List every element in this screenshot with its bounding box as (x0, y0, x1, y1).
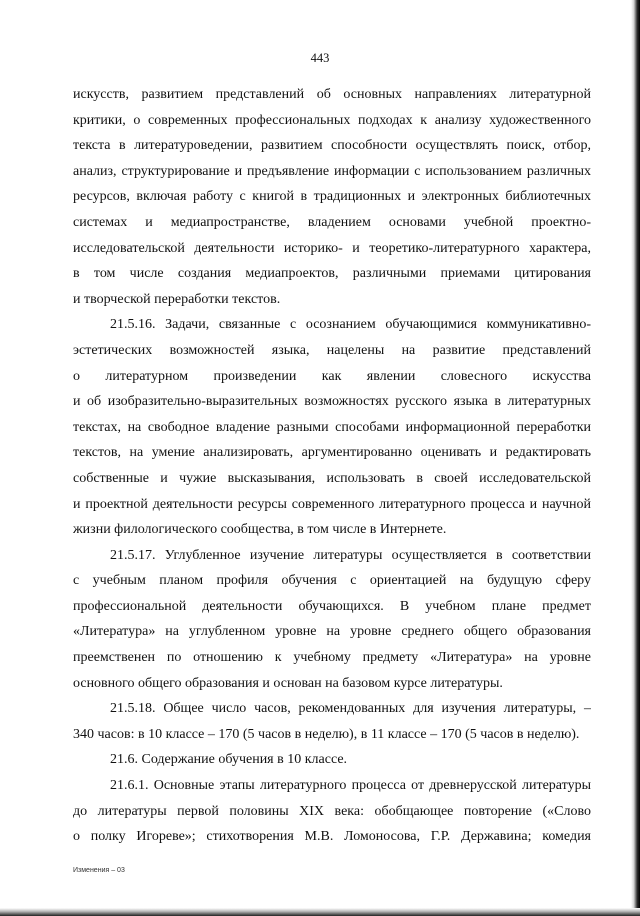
scan-border-bottom (0, 908, 640, 916)
text-line: профессиональной деятельности обучающихся. В учебном плане предмет (73, 598, 591, 614)
text-line: «Литература» на углубленном уровне на уровне среднего общего образования (73, 624, 591, 640)
text-line: 21.6.1. Основные этапы литературного процесса от древнерусской литературы (110, 778, 591, 794)
text-line: критики, о современных профессиональных подходах к анализу художественного (73, 112, 591, 128)
text-line: исследовательской деятельности историко- и теоретико-литературного характера, (73, 240, 591, 256)
text-line: жизни филологического сообщества, в том числе в Интернете. (73, 522, 447, 538)
text-line: и творческой переработки текстов. (73, 291, 281, 307)
text-line: текстов, на умение анализировать, аргументированно оценивать и редактировать (73, 445, 591, 461)
text-line: системах и медиапространстве, владением основами учебной проектно- (73, 214, 591, 230)
text-line: эстетических возможностей языка, нацелены на развитие представлений (73, 342, 591, 358)
text-line: в том числе создания медиапроектов, различными приемами цитирования (73, 266, 591, 282)
text-line: 21.5.17. Углубленное изучение литературы осуществляется в соответствии (110, 547, 591, 563)
text-line: преемственен по отношению к учебному предмету «Литература» на уровне (73, 650, 591, 666)
text-line: 340 часов: в 10 классе – 170 (5 часов в неделю), в 11 классе – 170 (5 часов в неделю). (73, 726, 580, 742)
text-line: текстах, на свободное владение разными способами информационной переработки (73, 419, 591, 435)
paragraph-21-5-18 (73, 696, 591, 747)
text-line: основного общего образования и основан на базовом курсе литературы. (73, 675, 503, 691)
scan-border-right (631, 0, 640, 916)
section-heading-21-6 (73, 747, 591, 773)
text-line: и проектной деятельности ресурсы современного литературного процесса и научной (73, 496, 591, 512)
page-number: 443 (310, 51, 330, 65)
text-line: с учебным планом профиля обучения с ориентацией на будущую сферу (73, 573, 591, 589)
paragraph-21-5-16 (73, 312, 591, 542)
text-line: анализ, структурирование и предъявление информации с использованием различных (73, 163, 591, 179)
text-line: ресурсов, включая работу с книгой в традиционных и электронных библиотечных (73, 189, 591, 205)
paragraph-21-5-17 (73, 543, 591, 697)
text-line: о литературном произведении как явлении словесного искусства (73, 368, 591, 384)
text-line: собственные и чужие высказывания, использовать в своей исследовательской (73, 470, 591, 486)
text-line: текста в литературоведении, развитием способности осуществлять поиск, отбор, (73, 138, 591, 154)
paragraph-21-6-1 (73, 773, 591, 850)
text-line: 21.5.16. Задачи, связанные с осознанием обучающимися коммуникативно- (110, 317, 591, 333)
text-line: о полку Игореве»; стихотворения М.В. Ломоносова, Г.Р. Державина; комедия (73, 829, 591, 845)
text-line: и об изобразительно-выразительных возможностях русского языка в литературных (73, 394, 591, 410)
text-line: 21.5.18. Общее число часов, рекомендованных для изучения литературы, – (110, 701, 591, 717)
revision-note: Изменения – 03 (73, 867, 125, 874)
text-line: до литературы первой половины XIX века: обобщающее повторение («Слово (73, 803, 591, 819)
text-line: искусств, развитием представлений об основных направлениях литературной (73, 87, 591, 102)
document-body (73, 82, 591, 850)
paragraph-1 (73, 82, 591, 312)
section-title: 21.6. Содержание обучения в 10 классе. (110, 752, 348, 768)
